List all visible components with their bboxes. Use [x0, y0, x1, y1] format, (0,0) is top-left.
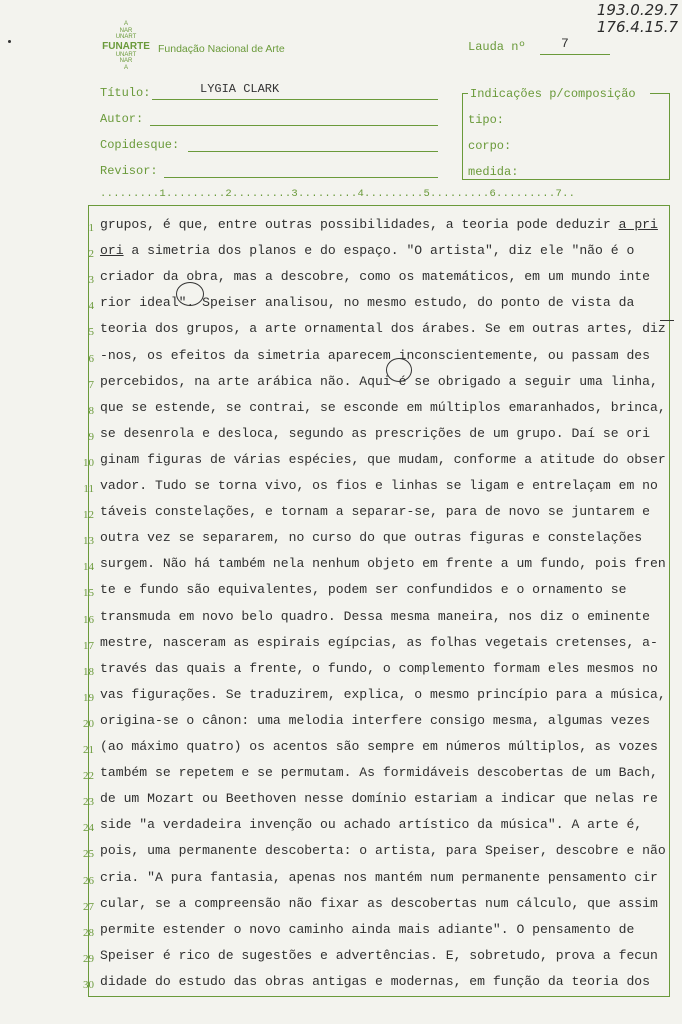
- text-line: [100, 426, 650, 441]
- text-segment: -nos, os efeitos da simetria aparecem inconscientemente, ou passam des: [100, 348, 651, 363]
- logo-row: A: [123, 21, 128, 27]
- text-line: [100, 478, 658, 493]
- text-segment: surgem. Não há também nela nenhum objeto em frente a um fundo, pois fren: [100, 556, 666, 571]
- line-number: 14: [83, 561, 94, 573]
- line-number: 18: [83, 666, 94, 678]
- text-segment: permite estender o novo caminho ainda mais adiante". O pensamento de: [100, 922, 635, 937]
- autor-label: Autor:: [100, 112, 144, 126]
- text-segment: teoria dos grupos, a arte ornamental dos árabes. Se em outras artes, diz: [100, 321, 666, 336]
- line-number: 26: [83, 875, 94, 887]
- logo-row: A: [123, 64, 128, 71]
- text-segment: rior ideal". Speiser analisou, no mesmo estudo, do ponto de vista da: [100, 295, 635, 310]
- copidesque-line: [188, 151, 438, 152]
- character-ruler: .........1.........2.........3.........4.........5.........6.........7..: [100, 188, 576, 200]
- text-segment: (ao máximo quatro) os acentos são sempre em números múltiplos, as vozes: [100, 739, 658, 754]
- underlined-segment: ori: [100, 243, 124, 258]
- line-number: 17: [83, 640, 94, 652]
- line-number: 29: [83, 953, 94, 965]
- line-number: 5: [88, 326, 94, 338]
- text-segment: de um Mozart ou Beethoven nesse domínio estariam a indicar que nelas re: [100, 791, 658, 806]
- logo-row: NAR: [119, 58, 133, 64]
- logo-row: NAR: [119, 27, 133, 34]
- text-line: [100, 530, 642, 545]
- text-segment: transmuda em novo belo quadro. Dessa mesma maneira, nos diz o eminente: [100, 609, 651, 624]
- text-line: [100, 609, 650, 624]
- text-line: [100, 556, 666, 571]
- line-number: 16: [83, 614, 94, 626]
- text-segment: ginam figuras de várias espécies, que mudam, conforme a atitude do obser: [100, 452, 666, 467]
- text-line: [100, 974, 650, 989]
- text-line: [100, 635, 658, 650]
- line-number: 25: [83, 848, 94, 860]
- text-line: [100, 400, 666, 415]
- proofread-circle-mark: [176, 282, 204, 306]
- line-number: 2: [88, 248, 94, 260]
- text-line: [100, 896, 658, 911]
- underlined-segment: a pri: [618, 217, 658, 232]
- text-segment: grupos, é que, entre outras possibilidades, a teoria pode deduzir: [100, 217, 619, 232]
- line-number: 4: [88, 300, 94, 312]
- line-number: 10: [83, 457, 94, 469]
- text-line: [100, 661, 658, 676]
- funarte-logo: [100, 21, 152, 71]
- copidesque-label: Copidesque:: [100, 138, 180, 152]
- text-line: [100, 582, 626, 597]
- logo-row: FUNARTE: [102, 40, 150, 52]
- line-number: 12: [83, 509, 94, 521]
- line-number: 21: [83, 744, 94, 756]
- logo-row: UNART: [115, 34, 137, 40]
- line-number: 1: [88, 222, 94, 234]
- text-segment: a simetria dos planos e do espaço. "O artista", diz ele "não é o: [123, 243, 635, 258]
- text-line: [100, 687, 666, 702]
- corpo-label: corpo:: [468, 139, 512, 153]
- line-number: 13: [83, 535, 94, 547]
- text-segment: origina-se o cânon: uma melodia interfere consigo mesma, algumas vezes: [100, 713, 651, 728]
- text-segment: te e fundo são equivalentes, podem ser confundidos e o ornamento se: [100, 582, 627, 597]
- revisor-line: [164, 177, 438, 178]
- text-line: [100, 765, 658, 780]
- text-line: [100, 452, 666, 467]
- text-line: [100, 374, 658, 389]
- composition-title: Indicações p/composição: [470, 87, 636, 101]
- text-line: [100, 817, 642, 832]
- archive-codes: [582, 2, 678, 36]
- text-segment: criador da obra, mas a descobre, como os matemáticos, em um mundo inte: [100, 269, 651, 284]
- line-number: 24: [83, 822, 94, 834]
- institution-name: Fundação Nacional de Arte: [158, 43, 285, 55]
- proofread-circle-mark: [386, 358, 412, 382]
- line-number: 8: [88, 405, 94, 417]
- text-line: [100, 922, 634, 937]
- titulo-label: Título:: [100, 86, 151, 100]
- text-segment: pois, uma permanente descoberta: o artista, para Speiser, descobre e não: [100, 843, 666, 858]
- line-number: 7: [88, 379, 94, 391]
- hyphen-mark: [660, 320, 674, 321]
- text-segment: cular, se a compreensão não fixar as descobertas num cálculo, que assim: [100, 896, 658, 911]
- line-number: 27: [83, 901, 94, 913]
- text-segment: se desenrola e desloca, segundo as prescrições de um grupo. Daí se ori: [100, 426, 651, 441]
- archive-code: 193.0.29.7: [596, 1, 678, 19]
- text-segment: que se estende, se contrai, se esconde em múltiplos emaranhados, brinca,: [100, 400, 666, 415]
- text-line: [100, 843, 666, 858]
- tipo-label: tipo:: [468, 113, 505, 127]
- line-number: 3: [88, 274, 94, 286]
- text-line: [100, 504, 650, 519]
- text-line: [100, 948, 658, 963]
- text-segment: través das quais a frente, o fundo, o complemento formam eles mesmos no: [100, 661, 658, 676]
- titulo-line: [152, 99, 438, 100]
- text-line: [100, 348, 650, 363]
- archive-code: 176.4.15.7: [596, 18, 678, 36]
- line-number: 23: [83, 796, 94, 808]
- text-segment: cria. "A pura fantasia, apenas nos mantém num permanente pensamento cir: [100, 870, 658, 885]
- text-segment: mestre, nasceram as espirais egípcias, as folhas vegetais cretenses, a-: [100, 635, 658, 650]
- text-segment: Speiser é rico de sugestões e advertências. E, sobretudo, prova a fecun: [100, 948, 658, 963]
- line-number: 20: [83, 718, 94, 730]
- text-line: [100, 217, 658, 232]
- ink-dot: [8, 40, 11, 43]
- line-number: 9: [88, 431, 94, 443]
- text-line: [100, 870, 658, 885]
- lauda-number: 7: [561, 36, 569, 51]
- text-segment: vas figurações. Se traduzirem, explica, o mesmo princípio para a música,: [100, 687, 666, 702]
- autor-line: [150, 125, 438, 126]
- text-line: [100, 791, 658, 806]
- line-number: 30: [83, 979, 94, 991]
- text-segment: vador. Tudo se torna vivo, os fios e linhas se ligam e entrelaçam em no: [100, 478, 658, 493]
- revisor-label: Revisor:: [100, 164, 158, 178]
- line-number: 11: [83, 483, 94, 495]
- text-segment: didade do estudo das obras antigas e modernas, em função da teoria dos: [100, 974, 651, 989]
- text-segment: side "a verdadeira invenção ou achado artístico da música". A arte é,: [100, 817, 643, 832]
- text-segment: percebidos, na arte arábica não. Aqui é se obrigado a seguir uma linha,: [100, 374, 658, 389]
- line-number: 6: [88, 353, 94, 365]
- logo-row: UNART: [115, 51, 137, 58]
- text-line: [100, 739, 658, 754]
- titulo-value: LYGIA CLARK: [200, 82, 280, 96]
- line-number: 22: [83, 770, 94, 782]
- text-line: [100, 243, 634, 258]
- line-number: 19: [83, 692, 94, 704]
- line-number: 15: [83, 587, 94, 599]
- lauda-line: [540, 54, 610, 55]
- text-line: [100, 713, 650, 728]
- lauda-label: Lauda nº: [468, 40, 526, 54]
- medida-label: medida:: [468, 165, 519, 179]
- text-segment: táveis constelações, e tornam a separar-se, para de novo se juntarem e: [100, 504, 651, 519]
- text-line: [100, 321, 666, 336]
- text-line: [100, 269, 650, 284]
- line-number: 28: [83, 927, 94, 939]
- text-segment: também se repetem e se permutam. As formidáveis descobertas de um Bach,: [100, 765, 658, 780]
- text-segment: outra vez se separarem, no curso do que outras figuras e constelações: [100, 530, 643, 545]
